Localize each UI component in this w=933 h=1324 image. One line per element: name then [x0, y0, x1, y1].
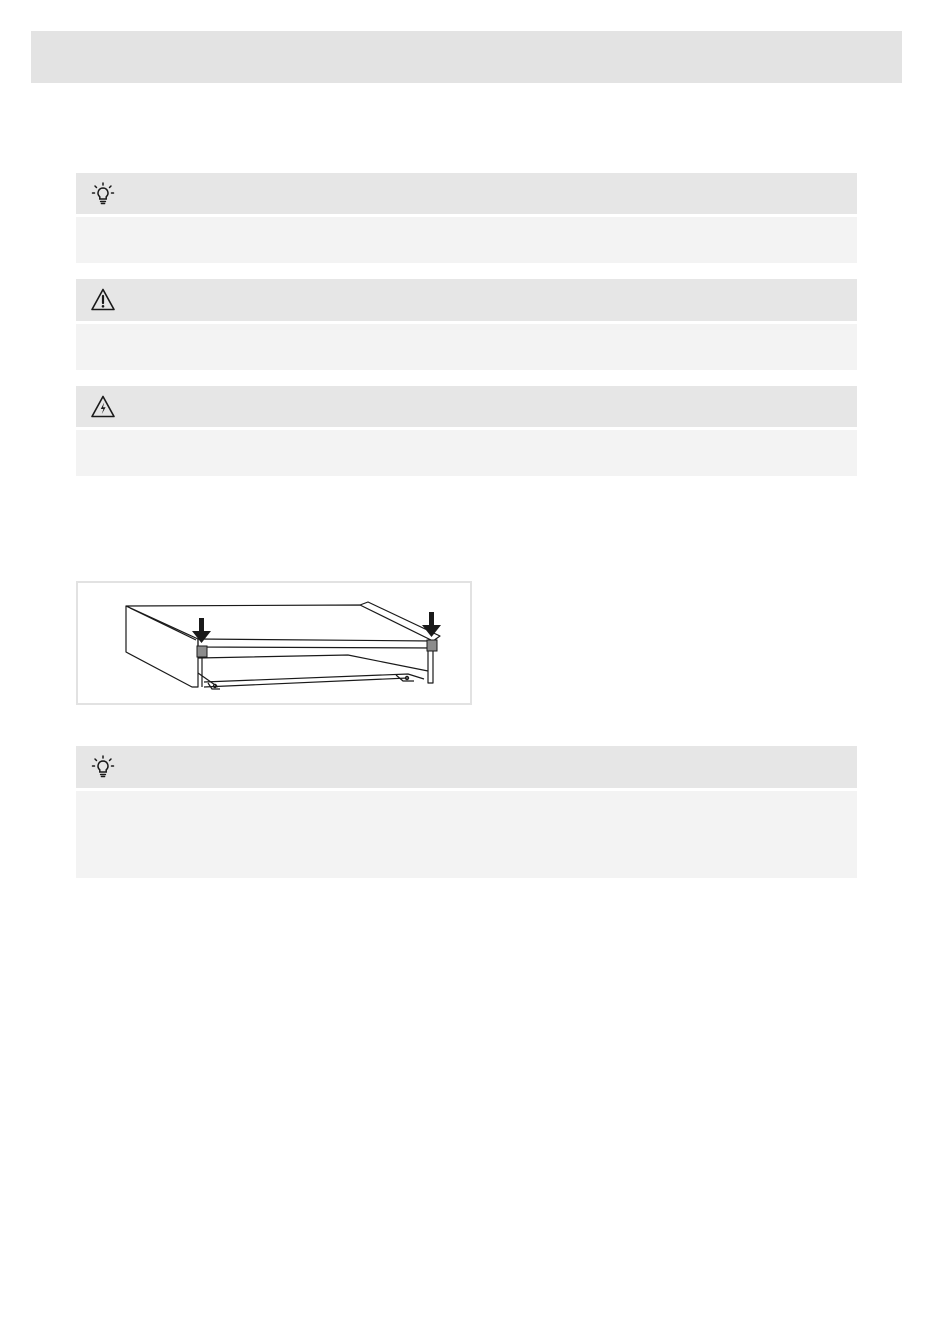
shelf-clip-left	[197, 646, 207, 657]
electric-danger-notice	[76, 386, 857, 476]
tip-notice-secondary-body	[76, 791, 857, 878]
tip-notice-secondary-header	[76, 746, 857, 788]
down-arrow-icon	[422, 612, 441, 637]
caution-notice-body	[76, 324, 857, 370]
shelf-clip-right	[427, 640, 437, 651]
electric-shock-warning-icon	[90, 394, 116, 420]
lightbulb-icon	[90, 754, 116, 780]
electric-danger-notice-header	[76, 386, 857, 427]
tip-notice	[76, 173, 857, 263]
page-header-bar	[31, 31, 902, 83]
shelf-installation-figure	[76, 581, 472, 705]
caution-notice	[76, 279, 857, 370]
warning-triangle-icon	[90, 287, 116, 313]
tip-notice-secondary	[76, 746, 857, 878]
caution-notice-header	[76, 279, 857, 321]
tip-notice-header	[76, 173, 857, 214]
lightbulb-icon	[90, 181, 116, 207]
tip-notice-body	[76, 217, 857, 263]
electric-danger-notice-body	[76, 430, 857, 476]
